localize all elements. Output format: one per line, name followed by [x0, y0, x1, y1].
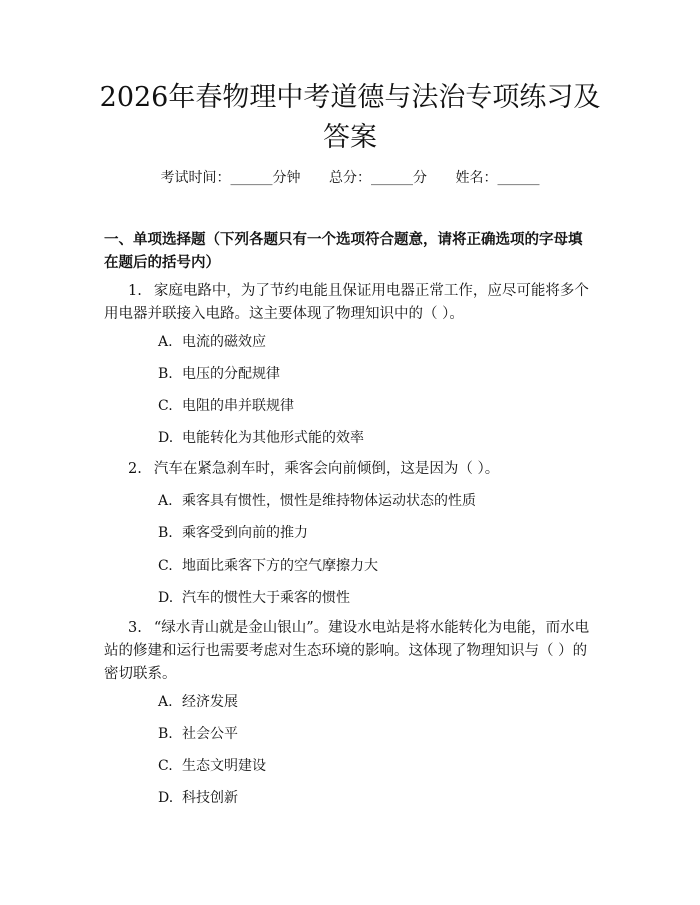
name-field: 姓名：______ — [455, 170, 540, 186]
question-2-option-b: B. 乘客受到向前的推力 — [158, 525, 308, 541]
question-1-option-c: C. 电阻的串并联规律 — [158, 398, 294, 414]
exam-info-line — [0, 168, 700, 188]
page-title: 2026年春物理中考道德与法治专项练习及答案 — [99, 82, 601, 153]
question-1-number: 1. — [128, 283, 142, 299]
section-heading: 一、单项选择题（下列各题只有一个选项符合题意，请将正确选项的字母填在题后的括号内） — [104, 231, 583, 271]
question-3-number: 3. — [128, 620, 142, 636]
question-3-option-b: B. 社会公平 — [158, 726, 238, 742]
question-3-stem — [104, 617, 600, 686]
question-2-number: 2. — [128, 461, 142, 477]
question-2-text: 汽车在紧急刹车时，乘客会向前倾倒，这是因为（ ）。 — [153, 461, 500, 477]
question-2-stem — [104, 458, 600, 481]
question-3-option-c: C. 生态文明建设 — [158, 758, 266, 774]
question-3-option-a: A. 经济发展 — [158, 694, 238, 710]
question-3-text: “绿水青山就是金山银山”。建设水电站是将水能转化为电能，而水电站的修建和运行也需要考虑对生态环境的影响。这体现了物理知识与（ ）的密切联系。 — [104, 620, 590, 682]
question-1-text: 家庭电路中，为了节约电能且保证用电器正常工作，应尽可能将多个用电器并联接入电路。这主要体现了物理知识中的（ ）。 — [104, 283, 589, 322]
question-2-option-a: A. 乘客具有惯性，惯性是维持物体运动状态的性质 — [158, 493, 476, 509]
exam-time-field: 考试时间：______分钟 — [160, 170, 301, 186]
question-1-option-b: B. 电压的分配规律 — [158, 366, 280, 382]
total-score-field: 总分：______分 — [329, 170, 427, 186]
question-2-option-d: D. 汽车的惯性大于乘客的惯性 — [158, 590, 350, 606]
question-1-option-d: D. 电能转化为其他形式能的效率 — [158, 430, 364, 446]
question-3-option-d: D. 科技创新 — [158, 790, 238, 806]
question-2-option-c: C. 地面比乘客下方的空气摩擦力大 — [158, 558, 378, 574]
question-1-stem — [104, 280, 600, 326]
question-1-option-a: A. 电流的磁效应 — [158, 334, 266, 350]
